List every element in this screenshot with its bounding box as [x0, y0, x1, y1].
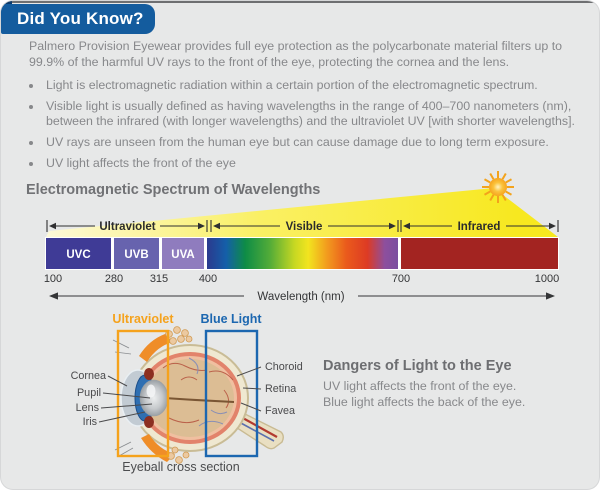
bullet-item: • Light is electromagnetic radiation within a certain portion of the electromagnetic spectrum.	[43, 78, 589, 94]
tick-280: 280	[104, 273, 124, 285]
bullet-item: • UV rays are unseen from the human eye but can cause damage due to long term exposure.	[43, 135, 589, 151]
eye-diagram	[41, 306, 303, 478]
label-lens: Lens	[75, 402, 99, 414]
card-top-edge	[1, 1, 599, 3]
eye-caption: Eyeball cross section	[122, 460, 240, 474]
lens-shape	[140, 380, 168, 416]
intro-paragraph: Palmero Provision Eyewear provides full eye protection as the polycarbonate material filters up to 99.9% of the harmful UV rays to the front of the eye, protecting the cornea and the lens.	[29, 39, 563, 69]
bullet-item: • UV light affects the front of the eye	[43, 156, 589, 172]
blue-zone-label: Blue Light	[200, 312, 262, 326]
wavelength-axis	[49, 291, 555, 303]
uv-zone-label: Ultraviolet	[112, 312, 174, 326]
tick-400: 400	[198, 273, 218, 285]
axis-label: Wavelength (nm)	[257, 291, 345, 303]
dangers-heading: Dangers of Light to the Eye	[323, 358, 512, 374]
dangers-block	[323, 358, 589, 410]
dangers-line: UV light affects the front of the eye.	[323, 379, 517, 393]
tick-100: 100	[43, 273, 63, 285]
bullet-list	[29, 78, 589, 171]
intro-block	[29, 39, 589, 176]
uvb-label: UVB	[124, 249, 149, 261]
uva-label: UVA	[171, 249, 195, 261]
infrared-band	[401, 238, 558, 269]
tick-315: 315	[149, 273, 169, 285]
label-retina: Retina	[265, 383, 297, 395]
spectrum-heading: Electromagnetic Spectrum of Wavelengths	[26, 182, 321, 198]
region-label-ultraviolet: Ultraviolet	[99, 221, 156, 233]
dangers-line: Blue light affects the back of the eye.	[323, 394, 526, 409]
region-label-visible: Visible	[285, 221, 323, 233]
page-title: Did You Know?	[17, 9, 144, 28]
label-cornea: Cornea	[70, 370, 106, 382]
label-favea: Favea	[265, 405, 296, 417]
label-iris: Iris	[82, 416, 97, 428]
title-banner	[1, 4, 155, 34]
label-choroid: Choroid	[265, 361, 303, 373]
label-pupil: Pupil	[76, 387, 101, 399]
bullet-item: • Visible light is usually defined as having wavelengths in the range of 400–700 nanometers (nm), between the infrared (with longer wavelengths) and the ultraviolet UV [with shorter wavelengths].	[43, 99, 589, 130]
region-label-infrared: Infrared	[457, 221, 501, 233]
visible-band	[207, 238, 398, 269]
infographic-card	[1, 1, 599, 489]
tick-700: 700	[391, 273, 411, 285]
tick-labels	[44, 273, 559, 285]
spectrum-diagram	[1, 161, 599, 313]
tick-1000: 1000	[534, 273, 560, 285]
uvc-label: UVC	[66, 249, 91, 261]
